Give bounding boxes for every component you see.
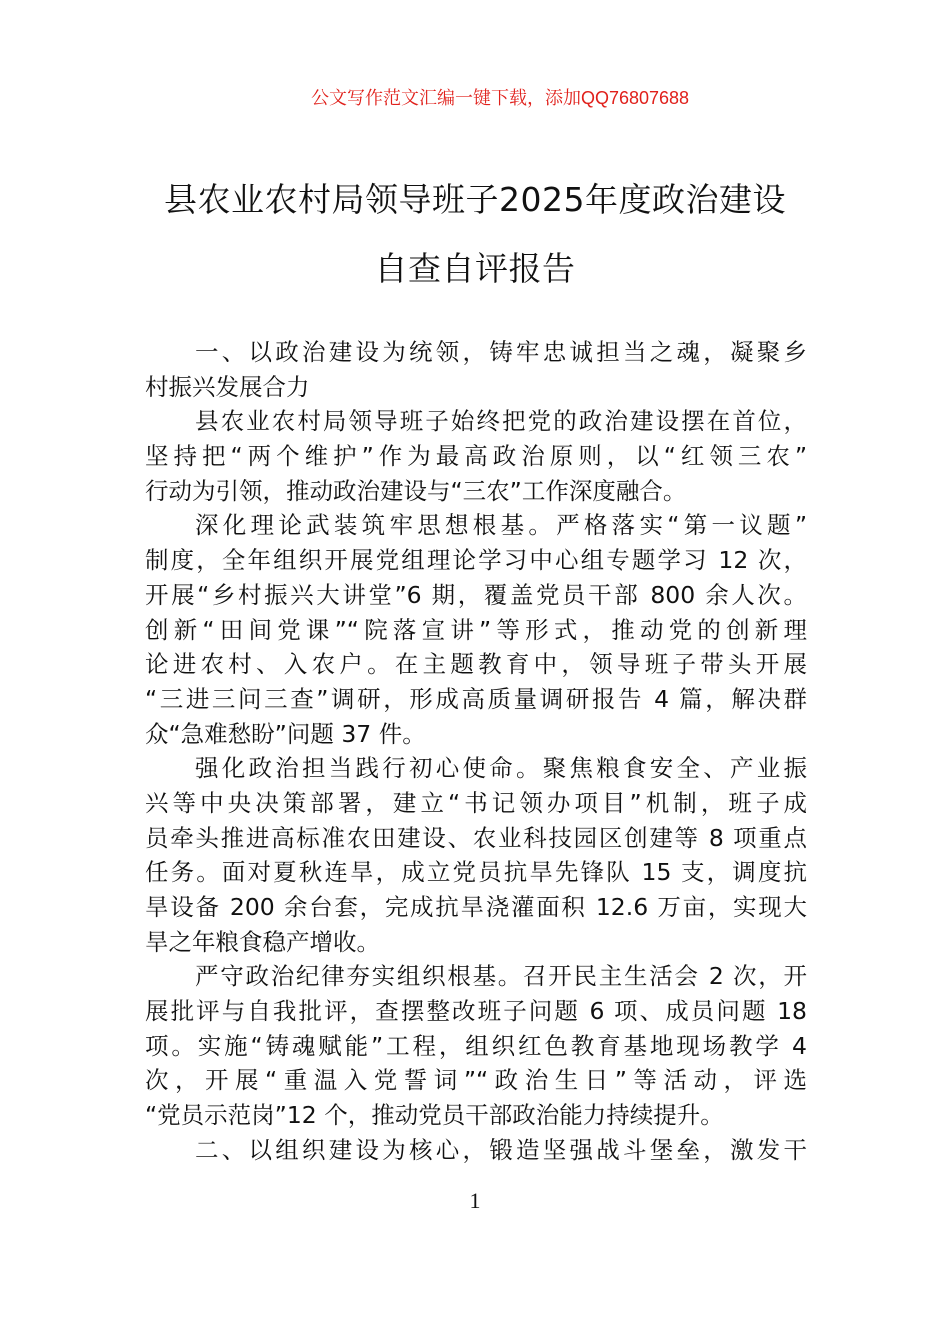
text-line: 开展“乡村振兴大讲堂”6 期，覆盖党员干部 800 余人次。 [145,580,807,609]
text-line: 二、以组织建设为核心，锻造坚强战斗堡垒，激发干 [195,1135,807,1164]
page-number: 1 [469,1188,481,1213]
text-line: “三进三问三查”调研，形成高质量调研报告 4 篇，解决群 [145,684,807,713]
text-line: 次，开展“重温入党誓词”“政治生日”等活动，评选 [145,1066,807,1095]
text-line: 坚持把“两个维护”作为最高政治原则，以“红领三农” [145,442,807,471]
text-line: “党员示范岗”12 个，推动党员干部政治能力持续提升。 [145,1101,724,1130]
text-line: 项。实施“铸魂赋能”工程，组织红色教育基地现场教学 4 [145,1031,807,1060]
text-line: 论进农村、入农户。在主题教育中，领导班子带头开展 [145,650,807,679]
text-line: 严守政治纪律夯实组织根基。召开民主生活会 2 次，开 [195,962,808,991]
text-line: 兴等中央决策部署，建立“书记领办项目”机制，班子成 [145,788,807,817]
text-line: 员牵头推进高标准农田建设、农业科技园区创建等 8 项重点 [145,823,807,852]
document-title-line-1: 县农业农村局领导班子2025年度政治建设 [164,180,786,219]
watermark-header: 公文写作范文汇编一键下载，添加QQ76807688 [310,88,690,108]
text-line: 众“急难愁盼”问题 37 件。 [145,719,426,748]
paragraph [145,959,807,1132]
text-line: 村振兴发展合力 [145,372,310,401]
text-line: 一、以政治建设为统领，铸牢忠诚担当之魂，凝聚乡 [195,338,807,366]
text-line: 县农业农村局领导班子始终把党的政治建设摆在首位， [195,407,807,436]
paragraph [145,751,807,959]
paragraph [145,404,807,508]
text-line: 展批评与自我批评，查摆整改班子问题 6 项、成员问题 18 [145,997,807,1026]
text-line: 旱设备 200 余台套，完成抗旱浇灌面积 12.6 万亩，实现大 [145,893,807,921]
document-body [145,335,807,1168]
document-title-line-2: 自查自评报告 [374,249,576,288]
text-line: 旱之年粮食稳产增收。 [145,927,380,956]
paragraph [145,508,807,751]
paragraph [145,1133,807,1168]
text-line: 创新“田间党课”“院落宣讲”等形式，推动党的创新理 [145,615,807,644]
text-line: 深化理论武装筑牢思想根基。严格落实“第一议题” [195,511,807,540]
text-line: 行动为引领，推动政治建设与“三农”工作深度融合。 [145,476,687,505]
text-line: 制度，全年组织开展党组理论学习中心组专题学习 12 次， [145,546,807,575]
text-line: 强化政治担当践行初心使命。聚焦粮食安全、产业振 [195,754,807,783]
paragraph [145,335,807,404]
text-line: 任务。面对夏秋连旱，成立党员抗旱先锋队 15 支，调度抗 [145,858,807,887]
